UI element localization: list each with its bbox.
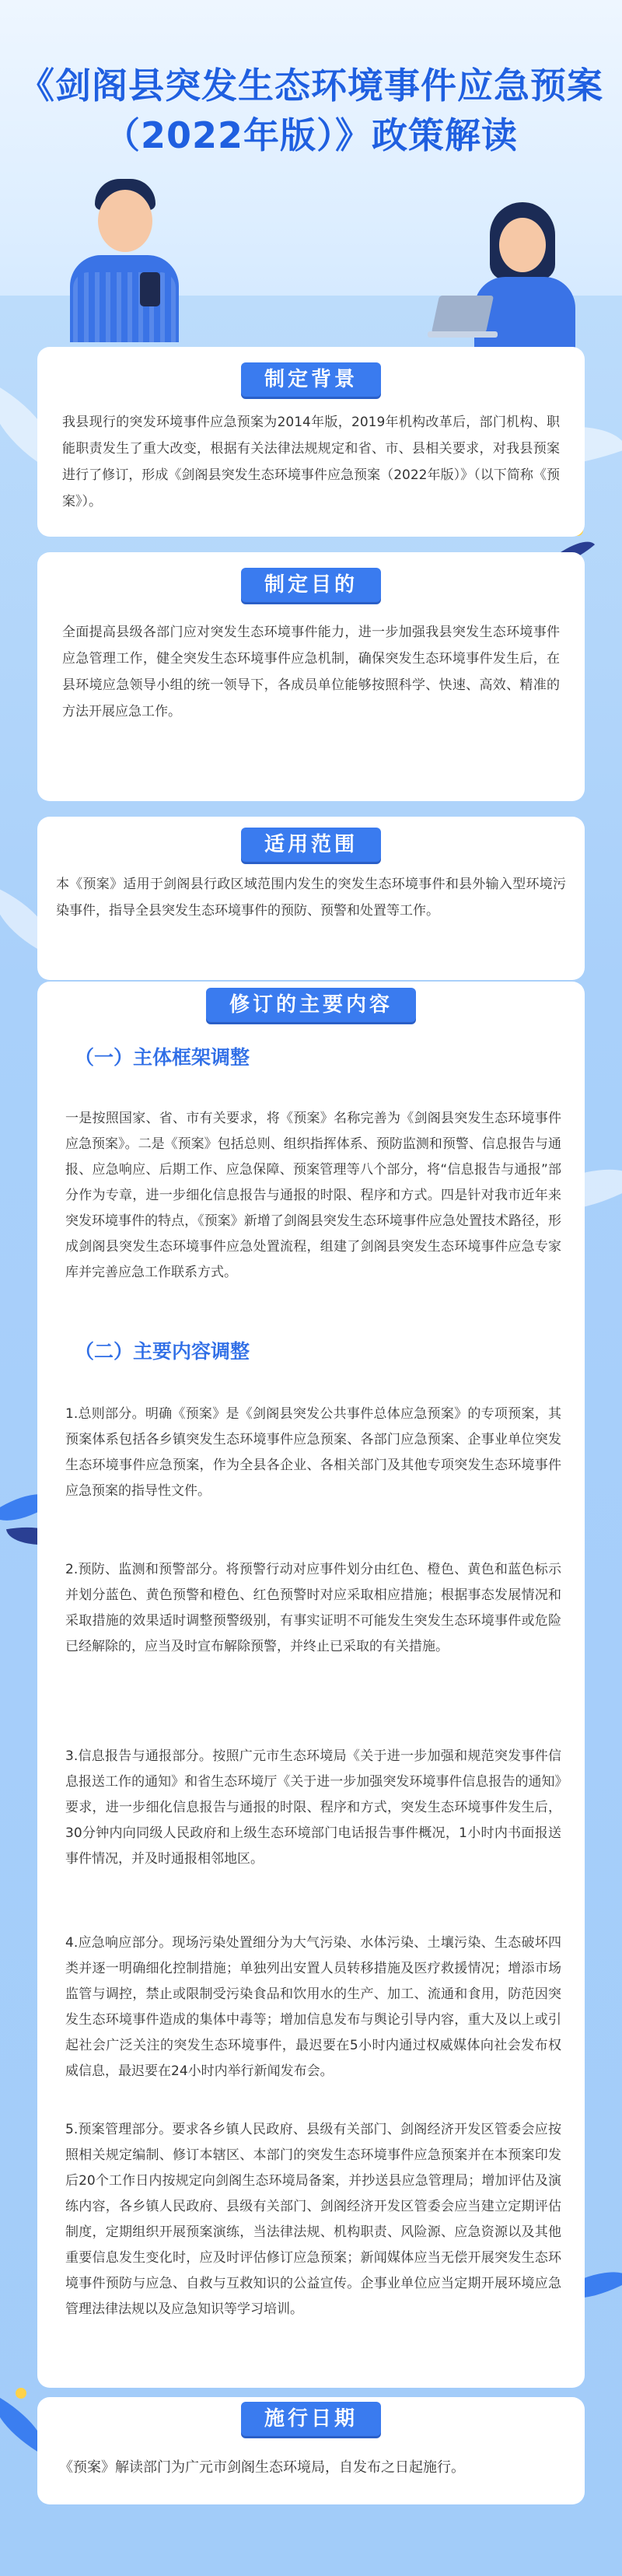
framework-adjustment-heading: （一）主体框架调整 (75, 1046, 250, 1069)
item-general: 1.总则部分。明确《预案》是《剑阁县突发公共事件总体应急预案》的专项预案，其预案体系包括各乡镇突发生态环境事件应急预案、各部门应急预案、企事业单位突发生态环境事件应急预案，作为全县各企业、各相关部门及其他专项突发生态环境事件应急预案的指导性文件。 (65, 1406, 561, 1499)
purpose-body: 全面提高县级各部门应对突发生态环境事件能力，进一步加强我县突发生态环境事件应急管理工作，健全突发生态环境事件应急机制，确保突发生态环境事件发生后，在县环境应急领导小组的统一领导下，各成员单位能够按照科学、快速、高效、精准的方法开展应急工作。 (62, 625, 560, 719)
item-management: 5.预案管理部分。要求各乡镇人民政府、县级有关部门、剑阁经济开发区管委会应按照相关规定编制、修订本辖区、本部门的突发生态环境事件应急预案并在本预案印发后20个工作日内按规定向剑阁生态环境局备案，并抄送县应急管理局；增加评估及演练内容，各乡镇人民政府、县级有关部门、剑阁经济开发区管委会应当建立定期评估制度，定期组织开展预案演练，当法律法规、机构职责、风险源、应急资源以及其他重要信息发生变化时，应及时评估修订应急预案；新闻媒体应当无偿开展突发生态环境事件预防与应急、自救与互救知识的公益宣传。企事业单位应当定期开展环境应急管理法律法规以及应急知识等学习培训。 (65, 2122, 561, 2317)
scope-heading: 适用范围 (241, 828, 381, 862)
framework-adjustment-body: 一是按照国家、省、市有关要求，将《预案》名称完善为《剑阁县突发生态环境事件应急预案》。二是《预案》包括总则、组织指挥体系、预防监测和预警、信息报告与通报、应急响应、后期工作、应急保障、预案管理等八个部分，将“信息报告与通报”部分作为专章，进一步细化信息报告与通报的时限、程序和方式。四是针对我市近年来突发环境事件的特点，《预案》新增了剑阁县突发生态环境事件应急处置技术路径，形成剑阁县突发生态环境事件应急处置流程，组建了剑阁县突发生态环境事件应急专家库并完善应急工作联系方式。 (65, 1111, 561, 1280)
purpose-heading: 制定目的 (241, 568, 381, 602)
background-section (37, 347, 585, 537)
item-reporting: 3.信息报告与通报部分。按照广元市生态环境局《关于进一步加强和规范突发事件信息报送工作的通知》和省生态环境厅《关于进一步加强突发环境事件信息报告的通知》要求，进一步细化信息报告与通报的时限、程序和方式，突发生态环境事件发生后，30分钟内向同级人民政府和上级生态环境部门电话报告事件概况，1小时内书面报送事件情况，并及时通报相邻地区。 (65, 1748, 561, 1867)
man-with-phone-illustration (47, 156, 202, 342)
effective-date-section (37, 2397, 585, 2504)
page-title (0, 61, 622, 160)
effective-date-body: 《预案》解读部门为广元市剑阁生态环境局，自发布之日起施行。 (59, 2459, 465, 2476)
scope-body: 本《预案》适用于剑阁县行政区域范围内发生的突发生态环境事件和县外输入型环境污染事件，指导全县突发生态环境事件的预防、预警和处置等工作。 (56, 877, 566, 919)
effective-date-heading: 施行日期 (241, 2402, 381, 2436)
revision-section (37, 982, 585, 2388)
title-line-1: 《剑阁县突发生态环境事件应急预案 (19, 65, 603, 107)
leaf-decoration (16, 2388, 26, 2399)
item-response: 4.应急响应部分。现场污染处置细分为大气污染、水体污染、土壤污染、生态破坏四类并逐一明确细化控制措施；单独列出安置人员转移措施及医疗救援情况；增添市场监管与调控，禁止或限制受污染食品和饮用水的生产、加工、流通和食用，防范因突发生态环境事件造成的集体中毒等；增加信息发布与舆论引导内容，重大及以上或引起社会广泛关注的突发生态环境事件，最迟要在5小时内通过权威媒体向社会发布权威信息，最迟要在24小时内举行新闻发布会。 (65, 1935, 561, 2079)
scope-section (37, 817, 585, 980)
title-line-2: （2022年版）》政策解读 (103, 114, 519, 156)
background-heading: 制定背景 (241, 362, 381, 397)
woman-with-laptop-illustration (420, 202, 591, 350)
background-body: 我县现行的突发环境事件应急预案为2014年版，2019年机构改革后，部门机构、职能职责发生了重大改变，根据有关法律法规规定和省、市、县相关要求，对我县预案进行了修订，形成《剑阁县突发生态环境事件应急预案（2022年版）》（以下简称《预案》）。 (62, 415, 560, 509)
item-prevention: 2.预防、监测和预警部分。将预警行动对应事件划分由红色、橙色、黄色和蓝色标示并划分蓝色、黄色预警和橙色、红色预警时对应采取相应措施；根据事态发展情况和采取措施的效果适时调整预警级别，有事实证明不可能发生突发生态环境事件或危险已经解除的，应当及时宣布解除预警，并终止已采取的有关措施。 (65, 1562, 561, 1654)
purpose-section (37, 552, 585, 801)
content-adjustment-heading: （二）主要内容调整 (75, 1340, 250, 1363)
revision-heading: 修订的主要内容 (206, 988, 416, 1022)
